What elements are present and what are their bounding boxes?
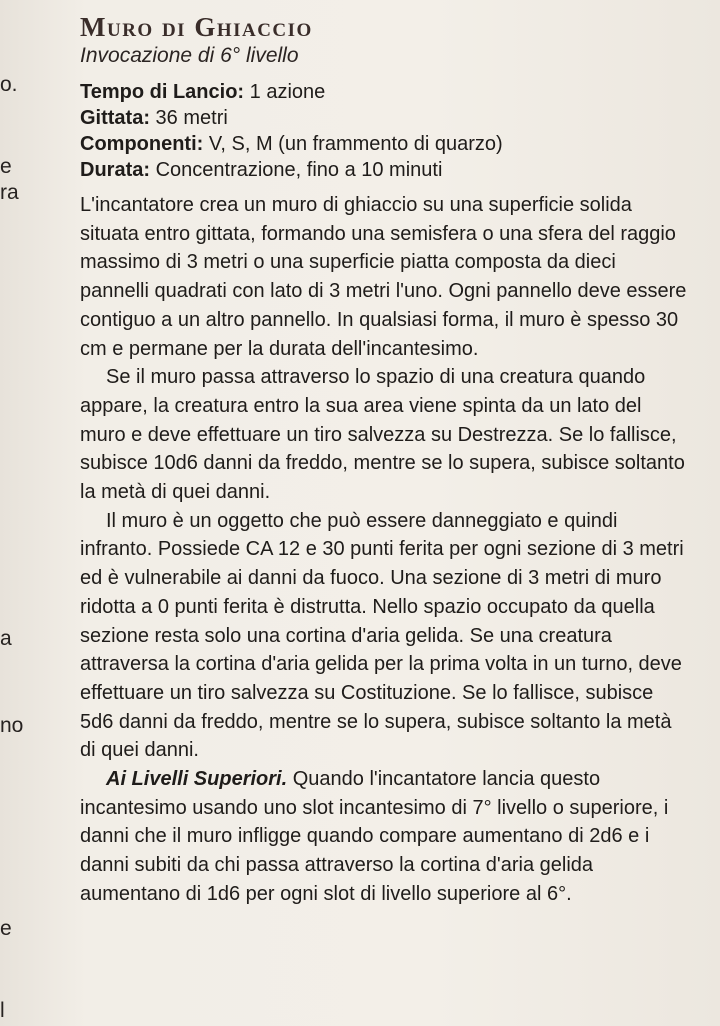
spell-description: [80, 191, 690, 909]
stat-value: 36 metri: [150, 107, 228, 129]
left-column-fragment: o.: [0, 73, 18, 96]
duration-row: [80, 157, 690, 183]
higher-levels-paragraph: [80, 765, 690, 909]
stat-value: V, S, M (un frammento di quarzo): [203, 133, 503, 155]
spell-stats: [80, 79, 690, 183]
description-paragraph: L'incantatore crea un muro di ghiaccio su una superficie solida situata entro gittata, formando una semisfera o una sfera del raggio massimo di 3 metri o una superficie piatta composta da dieci pannelli quadrati con lato di 3 metri l'uno. Ogni pannello deve essere contiguo a un altro pannello. In qualsiasi forma, il muro è spesso 30 cm e permane per la durata dell'incantesimo.: [80, 194, 687, 360]
left-column-fragment: ra: [0, 181, 19, 204]
stat-value: Concentrazione, fino a 10 minuti: [150, 159, 443, 181]
spell-entry: [80, 12, 690, 909]
stat-label: Tempo di Lancio:: [80, 81, 245, 103]
components-row: [80, 131, 690, 157]
stat-value: 1 azione: [244, 81, 326, 103]
stat-label: Componenti:: [80, 133, 204, 155]
description-paragraph: Se il muro passa attraverso lo spazio di una creatura quando appare, la creatura entro la sua area viene spinta da un lato del muro e deve effettuare un tiro salvezza su Destrezza. Se lo fallisce, subisce 10d6 danni da freddo, mentre se lo supera, subisce soltanto la metà di quei danni.: [80, 366, 685, 504]
previous-column-fragments: [0, 0, 60, 1026]
spell-title: Muro di Ghiaccio: [80, 12, 313, 42]
description-paragraph: Il muro è un oggetto che può essere danneggiato e quindi infranto. Possiede CA 12 e 30 punti ferita per ogni sezione di 3 metri ed è vulnerabile ai danni da fuoco. Una sezione di 3 metri di muro ridotta a 0 punti ferita è distrutta. Nello spazio occupato da quella sezione resta solo una cortina d'aria gelida. Se una creatura attraversa la cortina d'aria gelida per la prima volta in un turno, deve effettuare un tiro salvezza su Costituzione. Se lo fallisce, subisce 5d6 danni da freddo, mentre se lo supera, subisce soltanto la metà di quei danni.: [80, 509, 684, 762]
left-column-fragment: a: [0, 627, 12, 650]
higher-levels-label: Ai Livelli Superiori.: [106, 768, 288, 791]
left-column-fragment: e: [0, 155, 12, 178]
left-column-fragment: l: [0, 999, 5, 1022]
stat-label: Gittata:: [80, 107, 150, 129]
spell-school-level: Invocazione di 6° livello: [80, 44, 299, 67]
casting-time-row: [80, 79, 690, 105]
higher-levels-text: Quando l'incantatore lancia questo incantesimo usando uno slot incantesimo di 7° livello o superiore, i danni che il muro infligge quando compare aumentano di 2d6 e i danni subiti da chi passa attraverso la cortina d'aria gelida aumentano di 1d6 per ogni slot di livello superiore al 6°.: [80, 768, 669, 905]
stat-label: Durata:: [80, 159, 151, 181]
left-column-fragment: e: [0, 917, 12, 940]
left-column-fragment: no: [0, 714, 24, 737]
range-row: [80, 105, 690, 131]
